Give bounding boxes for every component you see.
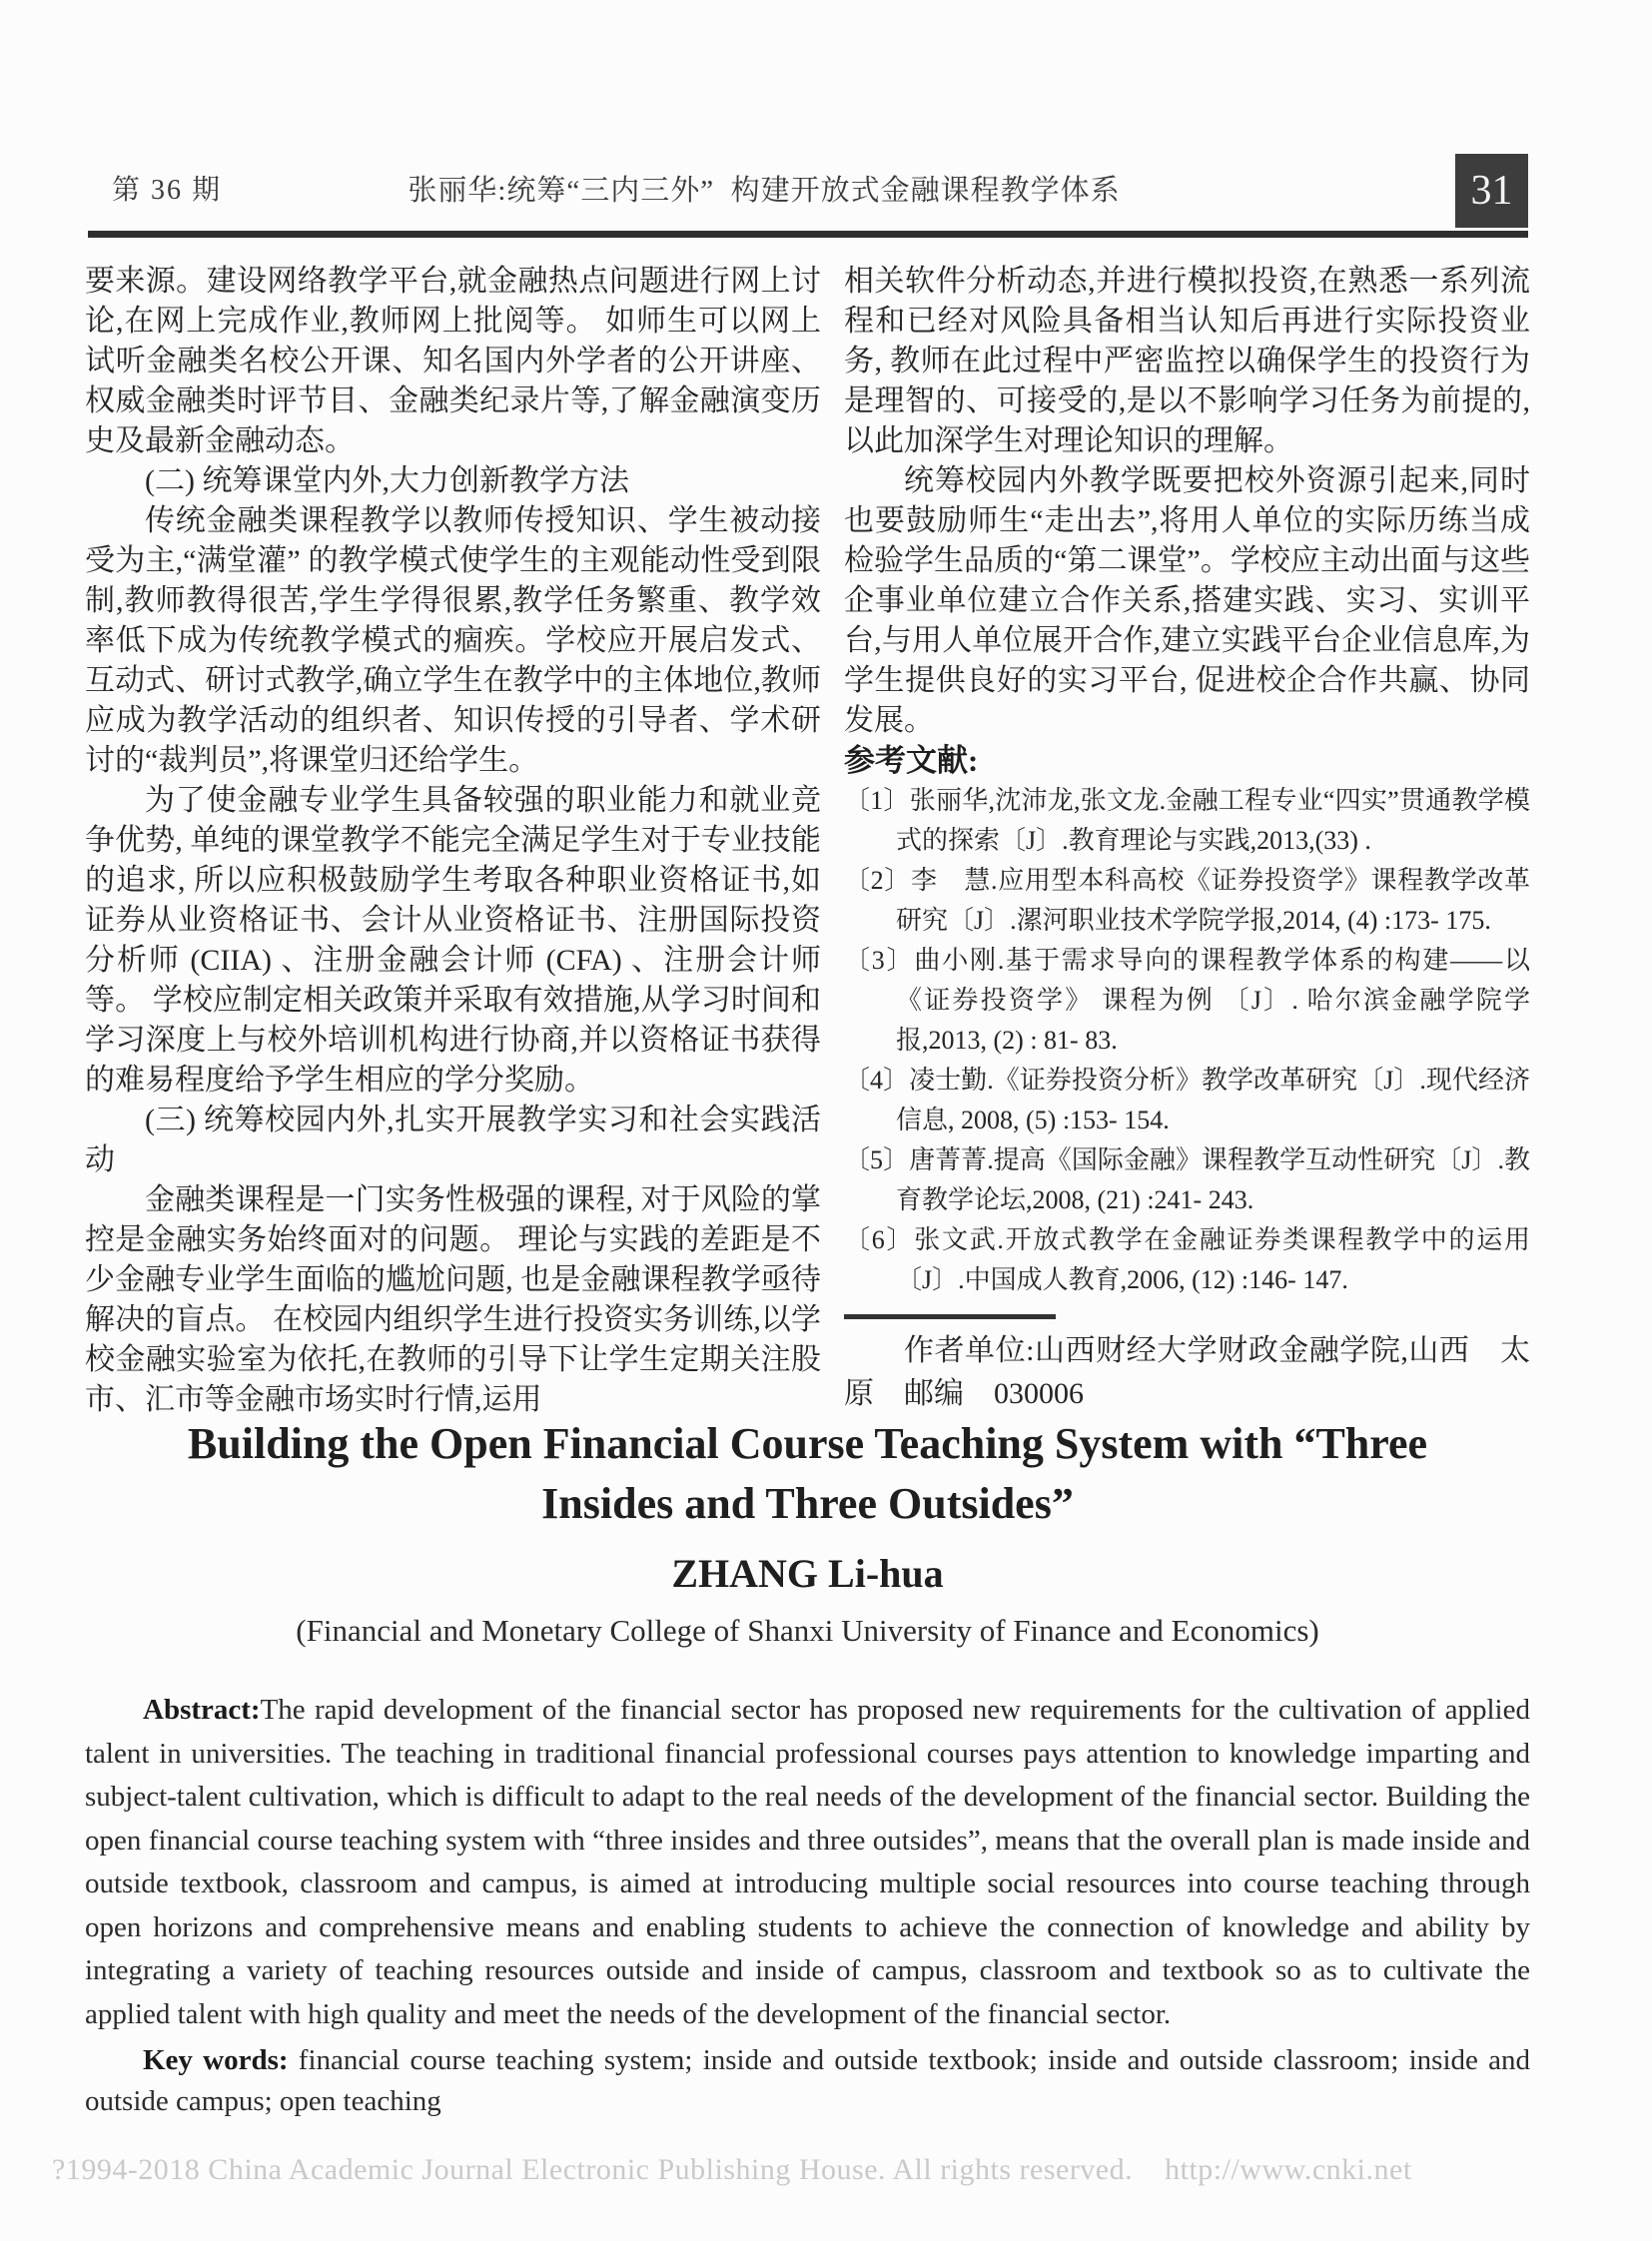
left-column xyxy=(85,262,821,1420)
paragraph: 为了使金融专业学生具备较强的职业能力和就业竞争优势, 单纯的课堂教学不能完全满足学生对于专业技能的追求, 所以应积极鼓励学生考取各种职业资格证书,如证券从业资格证书、会计从业资格证书、注册国际投资分析师 (CIIA) 、注册金融会计师 (CFA) 、注册会计师等。 学校应制定相关政策并采取有效措施,从学习时间和学习深度上与校外培训机构进行协商,并以资格证书获得的难易程度给予学生相应的学分奖励。 xyxy=(85,784,821,1097)
abstract-text: The rapid development of the financial sector has proposed new requirements for the cultivation of applied talent in universities. The teaching in traditional financial professional courses pays attention to knowledge imparting and subject-talent cultivation, which is difficult to adapt to the real needs of the development of the financial sector. Building the open financial course teaching system with “three insides and three outsides”, means that the overall plan is made inside and outside textbook, classroom and campus, is aimed at introducing multiple social resources into course teaching through open horizons and comprehensive means and enabling students to achieve the connection of knowledge and ability by integrating a variety of teaching resources outside and inside of campus, classroom and textbook so as to cultivate the applied talent with high quality and meet the needs of the development of the financial sector. xyxy=(85,1694,1530,2030)
abstract-label: Abstract: xyxy=(143,1694,261,1726)
english-title-line1: Building the Open Financial Course Teaching System with “Three xyxy=(187,1419,1428,1468)
english-title xyxy=(85,1414,1530,1534)
keywords-text: financial course teaching system; inside and outside textbook; inside and outside classroom; inside and outside campus; open teaching xyxy=(85,2044,1530,2117)
author-divider-rule xyxy=(844,1314,1056,1319)
keywords-label: Key words: xyxy=(143,2044,289,2076)
reference-item: 〔4〕凌士勤.《证券投资分析》教学改革研究〔J〕.现代经济信息, 2008, (5) :153- 154. xyxy=(844,1066,1530,1134)
paragraph: 金融类课程是一门实务性极强的课程, 对于风险的掌控是金融实务始终面对的问题。 理论与实践的差距是不少金融专业学生面临的尴尬问题, 也是金融课程教学亟待解决的盲点。 在校园内组织学生进行投资实务训练,以学校金融实验室为依托,在教师的引导下让学生定期关注股市、汇市等金融市场实时行情,运用 xyxy=(85,1183,821,1416)
references-heading: 参考文献: xyxy=(844,743,979,778)
page-number-badge xyxy=(1455,154,1528,228)
author-affiliation-block xyxy=(844,1314,1530,1415)
reference-item: 〔1〕张丽华,沈沛龙,张文龙.金融工程专业“四实”贯通教学模式的探索〔J〕.教育理论与实践,2013,(33) . xyxy=(844,786,1530,855)
author-affiliation: 作者单位:山西财经大学财政金融学院,山西 太原 邮编 030006 xyxy=(844,1334,1530,1410)
paragraph: 传统金融类课程教学以教师传授知识、学生被动接受为主,“满堂灌” 的教学模式使学生的主观能动性受到限制,教师教得很苦,学生学得很累,教学任务繁重、教学效率低下成为传统教学模式的痼疾。学校应开展启发式、互动式、研讨式教学,确立学生在教学中的主体地位,教师应成为教学活动的组织者、知识传授的引导者、学术研讨的“裁判员”,将课堂归还给学生。 xyxy=(85,504,821,777)
copyright-watermark: ?1994-2018 China Academic Journal Electronic Publishing House. All rights reserved. http://www.cnki.net xyxy=(52,2153,1412,2186)
paragraph-continuation: 相关软件分析动态,并进行模拟投资,在熟悉一系列流程和已经对风险具备相当认知后再进行实际投资业务, 教师在此过程中严密监控以确保学生的投资行为是理智的、可接受的,是以不影响学习任务为前提的,以此加深学生对理论知识的理解。 xyxy=(844,265,1530,457)
reference-item: 〔3〕曲小刚.基于需求导向的课程教学体系的构建——以《证券投资学》 课程为例 〔J〕. 哈尔滨金融学院学报,2013, (2) : 81- 83. xyxy=(844,946,1530,1055)
english-affiliation: (Financial and Monetary College of Shanxi University of Finance and Economics) xyxy=(296,1613,1319,1648)
page-number: 31 xyxy=(1470,168,1513,214)
reference-item: 〔6〕张文武.开放式教学在金融证券类课程教学中的运用〔J〕.中国成人教育,2006, (12) :146- 147. xyxy=(844,1225,1530,1294)
reference-item: 〔5〕唐菁菁.提高《国际金融》课程教学互动性研究〔J〕.教育教学论坛,2008, (21) :241- 243. xyxy=(844,1145,1530,1214)
english-title-line2: Insides and Three Outsides” xyxy=(541,1479,1074,1528)
references-list xyxy=(844,781,1530,1300)
section-heading-2: (二) 统筹课堂内外,大力创新教学方法 xyxy=(145,464,629,497)
running-title: 张丽华:统筹“三内三外” 构建开放式金融课程教学体系 xyxy=(408,175,1121,207)
header-rule xyxy=(88,231,1528,238)
paragraph: 统筹校园内外教学既要把校外资源引起来,同时也要鼓励师生“走出去”,将用人单位的实际历练当成检验学生品质的“第二课堂”。学校应主动出面与这些企事业单位建立合作关系,搭建实践、实习、实训平台,与用人单位展开合作,建立实践平台企业信息库,为学生提供良好的实习平台, 促进校企合作共赢、协同发展。 xyxy=(844,464,1530,737)
abstract-paragraph xyxy=(85,1689,1530,2036)
english-author: ZHANG Li-hua xyxy=(671,1551,944,1596)
right-column xyxy=(844,262,1530,1415)
section-heading-3: (三) 统筹校园内外,扎实开展教学实习和社会实践活动 xyxy=(85,1104,821,1176)
reference-item: 〔2〕李 慧.应用型本科高校《证券投资学》课程教学改革研究〔J〕.漯河职业技术学院学报,2014, (4) :173- 175. xyxy=(844,866,1530,935)
issue-number: 第 36 期 xyxy=(112,175,223,206)
paragraph-continuation: 要来源。建设网络教学平台,就金融热点问题进行网上讨论,在网上完成作业,教师网上批阅等。 如师生可以网上试听金融类名校公开课、知名国内外学者的公开讲座、权威金融类时评节目、金融类纪录片等,了解金融演变历史及最新金融动态。 xyxy=(85,265,821,457)
keywords-paragraph xyxy=(85,2040,1530,2122)
english-section xyxy=(85,1414,1530,2122)
